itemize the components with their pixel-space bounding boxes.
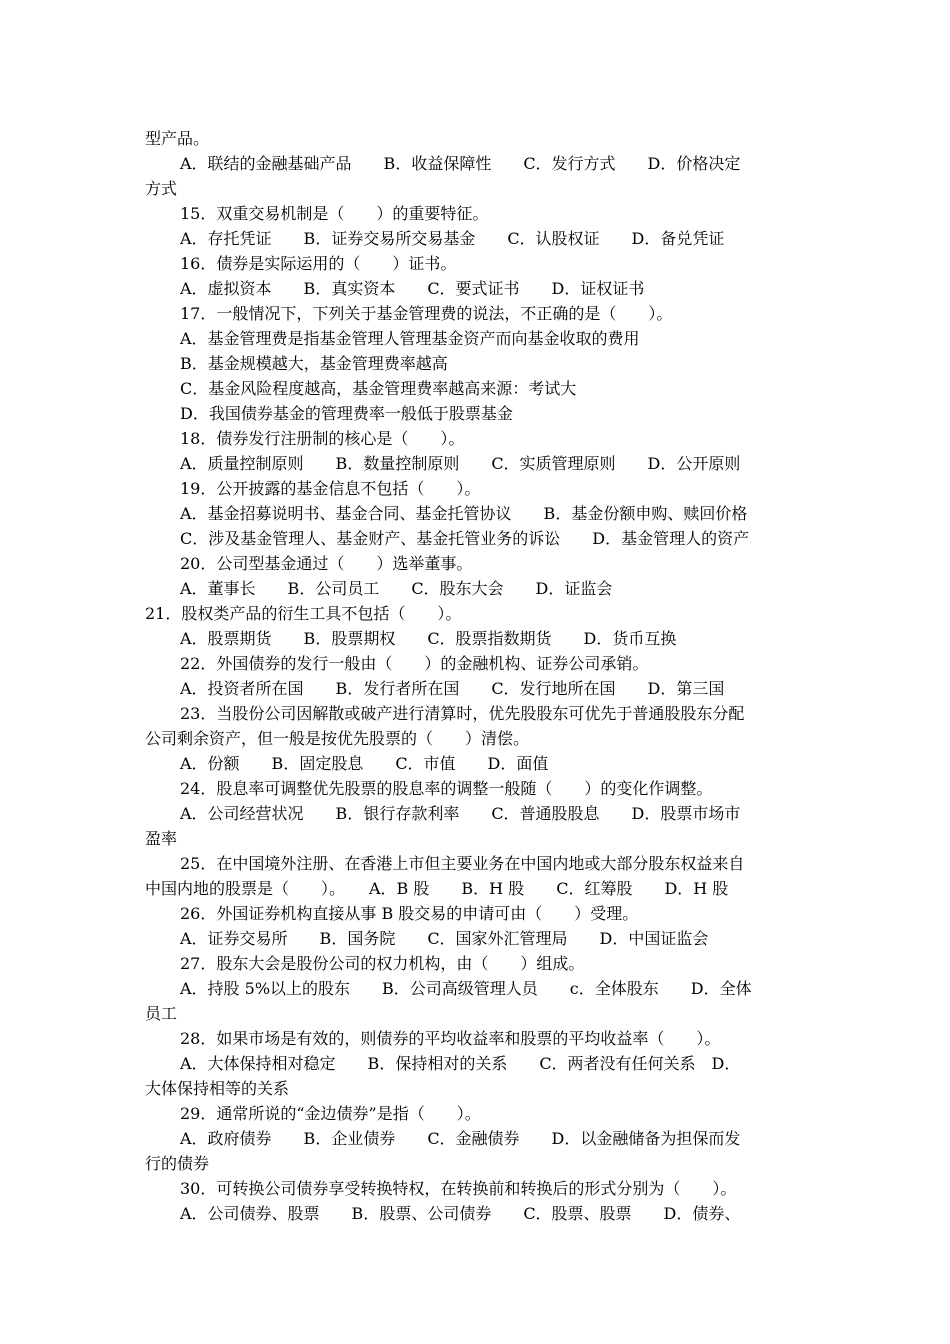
text-line: A．联结的金融基础产品 B．收益保障性 C．发行方式 D．价格决定 — [180, 154, 741, 173]
text-line: 公司剩余资产，但一般是按优先股票的（ ）清偿。 — [145, 729, 530, 748]
text-line: A．公司债券、股票 B．股票、公司债券 C．股票、股票 D．债券、 — [180, 1204, 741, 1223]
question-15: 15．双重交易机制是（ ）的重要特征。 — [180, 204, 489, 223]
text-line: 中国内地的股票是（ ）。 A．B 股 B．H 股 C．红筹股 D．H 股 — [145, 879, 729, 898]
question-30: 30．可转换公司债券享受转换特权，在转换前和转换后的形式分别为（ ）。 — [180, 1179, 737, 1198]
text-line: A．基金管理费是指基金管理人管理基金资产而向基金收取的费用 — [180, 329, 640, 348]
text-line: 盈率 — [145, 829, 178, 848]
text-line: B．基金规模越大，基金管理费率越高 — [180, 354, 448, 373]
text-line: 员工 — [145, 1004, 178, 1023]
text-line: C．涉及基金管理人、基金财产、基金托管业务的诉讼 D．基金管理人的资产 — [180, 529, 750, 548]
text-line: 大体保持相等的关系 — [145, 1079, 290, 1098]
question-19: 19．公开披露的基金信息不包括（ ）。 — [180, 479, 481, 498]
text-line: 方式 — [145, 179, 178, 198]
text-line: A．基金招募说明书、基金合同、基金托管协议 B．基金份额申购、赎回价格 — [180, 504, 748, 523]
text-line: A．公司经营状况 B．银行存款利率 C．普通股股息 D．股票市场市 — [180, 804, 741, 823]
text-line: 型产品。 — [145, 129, 210, 148]
text-line: 行的债券 — [145, 1154, 210, 1173]
text-line: A．质量控制原则 B．数量控制原则 C．实质管理原则 D．公开原则 — [180, 454, 741, 473]
question-29: 29．通常所说的“金边债券”是指（ ）。 — [180, 1104, 481, 1123]
question-27: 27．股东大会是股份公司的权力机构，由（ ）组成。 — [180, 954, 585, 973]
text-line: A．股票期货 B．股票期权 C．股票指数期货 D．货币互换 — [180, 629, 677, 648]
text-line: D．我国债券基金的管理费率一般低于股票基金 — [180, 404, 513, 423]
question-28: 28．如果市场是有效的，则债券的平均收益率和股票的平均收益率（ ）。 — [180, 1029, 721, 1048]
text-line: A．存托凭证 B．证券交易所交易基金 C．认股权证 D．备兑凭证 — [180, 229, 725, 248]
text-line: A．董事长 B．公司员工 C．股东大会 D．证监会 — [180, 579, 613, 598]
question-16: 16．债券是实际运用的（ ）证书。 — [180, 254, 457, 273]
text-line: A．政府债券 B．企业债券 C．金融债券 D．以金融储备为担保而发 — [180, 1129, 741, 1148]
text-line: A．证券交易所 B．国务院 C．国家外汇管理局 D．中国证监会 — [180, 929, 709, 948]
text-line: A．虚拟资本 B．真实资本 C．要式证书 D．证权证书 — [180, 279, 645, 298]
question-17: 17．一般情况下，下列关于基金管理费的说法，不正确的是（ ）。 — [180, 304, 673, 323]
text-line: C．基金风险程度越高，基金管理费率越高来源：考试大 — [180, 379, 577, 398]
question-21: 21．股权类产品的衍生工具不包括（ ）。 — [145, 604, 462, 623]
question-24: 24．股息率可调整优先股票的股息率的调整一般随（ ）的变化作调整。 — [180, 779, 713, 798]
text-line: A．大体保持相对稳定 B．保持相对的关系 C．两者没有任何关系 D． — [180, 1054, 741, 1073]
question-23: 23．当股份公司因解散或破产进行清算时，优先股股东可优先于普通股股东分配 — [180, 704, 745, 723]
question-20: 20．公司型基金通过（ ）选举董事。 — [180, 554, 473, 573]
text-line: A．份额 B．固定股息 C．市值 D．面值 — [180, 754, 549, 773]
text-line: A．投资者所在国 B．发行者所在国 C．发行地所在国 D．第三国 — [180, 679, 725, 698]
question-25: 25．在中国境外注册、在香港上市但主要业务在中国内地或大部分股东权益来自 — [180, 854, 745, 873]
question-26: 26．外国证券机构直接从事 B 股交易的申请可由（ ）受理。 — [180, 904, 639, 923]
question-22: 22．外国债券的发行一般由（ ）的金融机构、证券公司承销。 — [180, 654, 649, 673]
question-18: 18．债券发行注册制的核心是（ ）。 — [180, 429, 465, 448]
text-line: A．持股 5%以上的股东 B．公司高级管理人员 c．全体股东 D．全体 — [180, 979, 752, 998]
